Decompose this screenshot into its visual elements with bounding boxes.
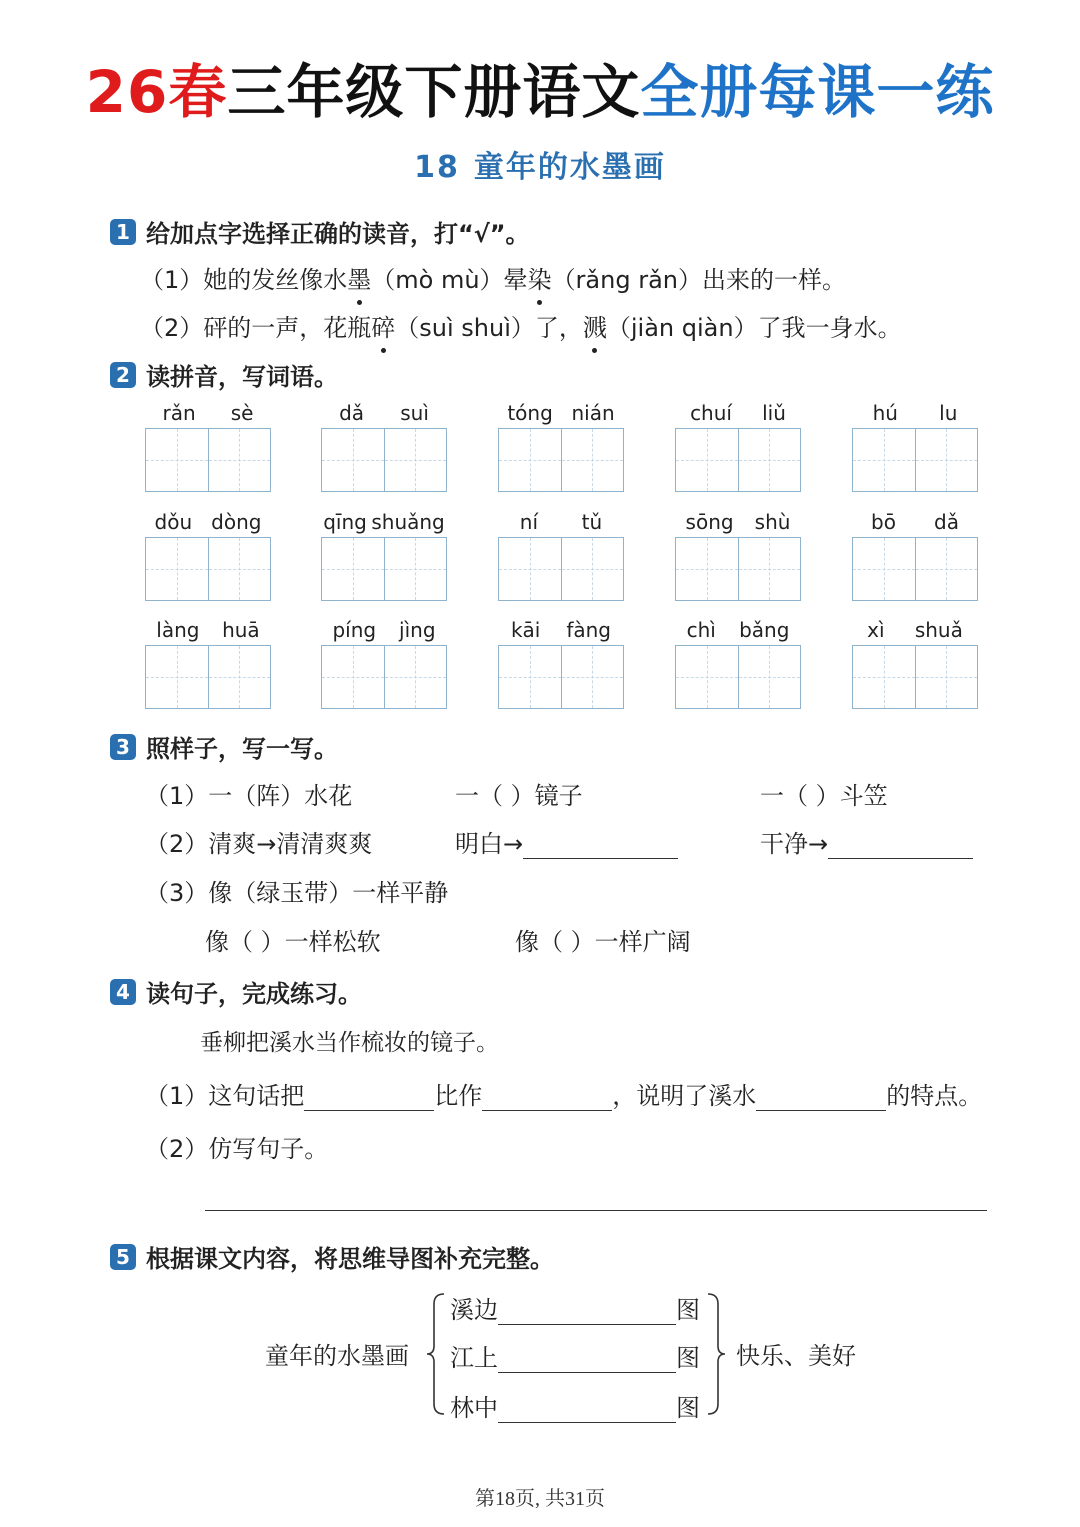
tianzige-box[interactable] <box>676 429 739 491</box>
mindmap-center: 童年的水墨画 <box>265 1342 409 1370</box>
tianzige-box[interactable] <box>322 429 385 491</box>
tianzige-box[interactable] <box>739 429 801 491</box>
word-cell <box>675 507 801 601</box>
pinyin-syllable: shuǎng <box>371 510 445 534</box>
question-number-badge: 4 <box>110 979 136 1005</box>
tianzige-box[interactable] <box>562 429 624 491</box>
lesson-title <box>0 142 1080 186</box>
tianzige-box[interactable] <box>853 429 916 491</box>
mindmap-result: 快乐、美好 <box>736 1342 856 1370</box>
pinyin-syllable: bǎng <box>739 618 790 642</box>
pinyin-syllable: lu <box>939 401 958 425</box>
page-footer: 第18页, 共31页 <box>475 1488 605 1510</box>
tianzige-box[interactable] <box>739 646 801 708</box>
banner-title <box>0 56 1080 128</box>
dotted-char: 碎 <box>371 308 395 343</box>
writing-boxes[interactable] <box>852 428 978 492</box>
pinyin-syllable: làng <box>156 618 200 642</box>
question-5-heading <box>110 1239 554 1274</box>
question-1-heading <box>110 214 530 249</box>
tianzige-box[interactable] <box>385 429 447 491</box>
pinyin-label <box>675 507 801 537</box>
tianzige-box[interactable] <box>322 538 385 600</box>
question-3-heading <box>110 729 338 764</box>
pinyin-syllable: hú <box>872 401 898 425</box>
text: 明白→ <box>455 830 524 858</box>
text: ，说明了溪水 <box>612 1082 757 1110</box>
q3-row2-item-a <box>455 824 678 859</box>
answer-blank[interactable] <box>498 1422 676 1423</box>
pinyin-syllable: dǒu <box>154 510 193 534</box>
text: 图 <box>676 1394 700 1422</box>
text: （jiàn qiàn）了我一身水。 <box>606 314 902 342</box>
pinyin-syllable: kāi <box>510 618 541 642</box>
pinyin-syllable: tóng <box>507 401 553 425</box>
question-number-badge: 5 <box>110 1244 136 1270</box>
pinyin-syllable: dǎ <box>339 401 365 425</box>
answer-blank[interactable] <box>756 1110 886 1111</box>
q3-row3-example: （3）像（绿玉带）一样平静 <box>145 879 449 907</box>
pinyin-syllable: nián <box>571 401 615 425</box>
pinyin-label <box>498 615 624 645</box>
text: 溪边 <box>450 1296 498 1324</box>
text: （1）她的发丝像水 <box>140 266 348 294</box>
q3-row1-blank-a[interactable]: 一（ ）镜子 <box>455 782 583 810</box>
tianzige-box[interactable] <box>499 429 562 491</box>
writing-boxes[interactable] <box>145 645 271 709</box>
answer-blank[interactable] <box>498 1372 676 1373</box>
pinyin-syllable: sè <box>230 401 254 425</box>
pinyin-label <box>852 507 978 537</box>
tianzige-box[interactable] <box>385 646 447 708</box>
question-number-badge: 3 <box>110 734 136 760</box>
question-1-line-2 <box>140 308 902 343</box>
question-2-title: 读拼音，写词语。 <box>146 363 338 391</box>
question-2-heading <box>110 357 338 392</box>
banner-part-blue: 全册每课一练 <box>640 58 995 126</box>
pinyin-label <box>498 398 624 428</box>
tianzige-box[interactable] <box>739 538 801 600</box>
tianzige-box[interactable] <box>209 646 271 708</box>
question-number-badge: 1 <box>110 219 136 245</box>
q3-row1-example: （1）一（阵）水花 <box>145 782 353 810</box>
writing-boxes[interactable] <box>321 537 447 601</box>
text: （1）这句话把 <box>145 1082 305 1110</box>
pinyin-label <box>321 615 447 645</box>
writing-boxes[interactable] <box>498 645 624 709</box>
pinyin-syllable: dòng <box>211 510 262 534</box>
question-3-title: 照样子，写一写。 <box>146 735 338 763</box>
pinyin-syllable: liǔ <box>762 401 786 425</box>
question-1-line-1 <box>140 260 846 295</box>
pinyin-label <box>675 615 801 645</box>
tianzige-box[interactable] <box>385 538 447 600</box>
tianzige-box[interactable] <box>499 646 562 708</box>
pinyin-syllable: shù <box>754 510 791 534</box>
answer-blank[interactable] <box>498 1324 676 1325</box>
text: （rǎng rǎn）出来的一样。 <box>551 266 846 294</box>
answer-blank[interactable] <box>482 1110 612 1111</box>
q3-row2-example: （2）清爽→清清爽爽 <box>145 830 373 858</box>
tianzige-box[interactable] <box>146 538 209 600</box>
pinyin-label <box>675 398 801 428</box>
pinyin-label <box>145 615 271 645</box>
writing-boxes[interactable] <box>852 645 978 709</box>
dotted-char: 染 <box>528 260 552 295</box>
mindmap-item-1 <box>450 1290 700 1325</box>
word-cell <box>498 615 624 709</box>
dotted-char: 墨 <box>347 260 371 295</box>
pinyin-syllable: huā <box>222 618 260 642</box>
pinyin-syllable: xì <box>867 618 885 642</box>
tianzige-box[interactable] <box>916 538 978 600</box>
lesson-number: 18 <box>414 150 460 185</box>
q4-sentence: 垂柳把溪水当作梳妆的镜子。 <box>200 1030 499 1056</box>
question-1-title: 给加点字选择正确的读音，打“√”。 <box>146 220 530 248</box>
pinyin-label <box>145 398 271 428</box>
pinyin-syllable: rǎn <box>162 401 196 425</box>
writing-boxes[interactable] <box>675 645 801 709</box>
pinyin-syllable: fàng <box>566 618 611 642</box>
word-cell <box>852 507 978 601</box>
word-cell <box>321 507 447 601</box>
pinyin-syllable: tǔ <box>581 510 603 534</box>
banner-part-black: 三年级下册语文 <box>227 58 641 126</box>
left-brace-icon <box>424 1290 448 1418</box>
q4-part-2: （2）仿写句子。 <box>145 1135 329 1163</box>
word-cell <box>498 507 624 601</box>
word-cell <box>145 615 271 709</box>
text: 的特点。 <box>886 1082 983 1110</box>
pinyin-syllable: dǎ <box>934 510 959 534</box>
writing-boxes[interactable] <box>852 537 978 601</box>
pinyin-label <box>321 507 447 537</box>
text: 江上 <box>450 1344 498 1372</box>
answer-blank[interactable] <box>828 858 973 859</box>
writing-boxes[interactable] <box>498 537 624 601</box>
text: 图 <box>676 1344 700 1372</box>
text: （2）砰的一声，花瓶 <box>140 314 372 342</box>
text: 比作 <box>434 1082 483 1110</box>
tianzige-box[interactable] <box>209 538 271 600</box>
word-cell <box>321 398 447 492</box>
question-5-title: 根据课文内容，将思维导图补充完整。 <box>146 1245 554 1273</box>
writing-boxes[interactable] <box>145 428 271 492</box>
pinyin-label <box>852 615 978 645</box>
q4-writing-line[interactable] <box>205 1210 987 1211</box>
answer-blank[interactable] <box>304 1110 434 1111</box>
pinyin-syllable: chuí <box>690 401 732 425</box>
word-cell <box>498 398 624 492</box>
q3-row1-blank-b[interactable]: 一（ ）斗笠 <box>760 782 888 810</box>
word-cell <box>675 615 801 709</box>
word-cell <box>675 398 801 492</box>
q4-part-1 <box>145 1076 982 1111</box>
pinyin-label <box>145 507 271 537</box>
question-4-heading <box>110 974 362 1009</box>
tianzige-box[interactable] <box>676 538 739 600</box>
tianzige-box[interactable] <box>322 646 385 708</box>
tianzige-box[interactable] <box>562 538 624 600</box>
tianzige-box[interactable] <box>146 646 209 708</box>
pinyin-syllable: jìng <box>399 618 436 642</box>
text: （suì shuì）了， <box>395 314 583 342</box>
writing-boxes[interactable] <box>321 645 447 709</box>
right-brace-icon <box>704 1290 728 1418</box>
question-number-badge: 2 <box>110 362 136 388</box>
dotted-char: 溅 <box>583 308 607 343</box>
word-cell <box>852 398 978 492</box>
text: （mò mù）晕 <box>371 266 528 294</box>
word-cell <box>145 507 271 601</box>
word-cell <box>321 615 447 709</box>
pinyin-syllable: píng <box>332 618 377 642</box>
pinyin-syllable: suì <box>400 401 429 425</box>
mindmap-item-3 <box>450 1388 700 1423</box>
answer-blank[interactable] <box>523 858 678 859</box>
pinyin-syllable: chì <box>686 618 716 642</box>
word-cell <box>852 615 978 709</box>
pinyin-syllable: ní <box>519 510 539 534</box>
q3-row2-item-b <box>760 824 973 859</box>
lesson-name: 童年的水墨画 <box>473 150 666 185</box>
writing-boxes[interactable] <box>321 428 447 492</box>
q3-row4-blank-b[interactable]: 像（ ）一样广阔 <box>515 928 691 956</box>
tianzige-box[interactable] <box>916 646 978 708</box>
pinyin-syllable: bō <box>871 510 896 534</box>
pinyin-label <box>852 398 978 428</box>
writing-boxes[interactable] <box>498 428 624 492</box>
q3-row4-blank-a[interactable]: 像（ ）一样松软 <box>205 928 381 956</box>
pinyin-label <box>321 398 447 428</box>
writing-boxes[interactable] <box>145 537 271 601</box>
text: 图 <box>676 1296 700 1324</box>
text: 干净→ <box>760 830 829 858</box>
question-4-title: 读句子，完成练习。 <box>146 980 362 1008</box>
banner-part-red: 26春 <box>85 58 228 126</box>
tianzige-box[interactable] <box>853 646 916 708</box>
tianzige-box[interactable] <box>499 538 562 600</box>
pinyin-syllable: sōng <box>685 510 734 534</box>
writing-boxes[interactable] <box>675 537 801 601</box>
tianzige-box[interactable] <box>562 646 624 708</box>
tianzige-box[interactable] <box>853 538 916 600</box>
tianzige-box[interactable] <box>916 429 978 491</box>
word-cell <box>145 398 271 492</box>
pinyin-syllable: qīng <box>323 510 367 534</box>
writing-boxes[interactable] <box>675 428 801 492</box>
tianzige-box[interactable] <box>146 429 209 491</box>
mindmap-item-2 <box>450 1338 700 1373</box>
pinyin-label <box>498 507 624 537</box>
pinyin-syllable: shuǎ <box>914 618 963 642</box>
text: 林中 <box>450 1394 498 1422</box>
tianzige-box[interactable] <box>676 646 739 708</box>
tianzige-box[interactable] <box>209 429 271 491</box>
